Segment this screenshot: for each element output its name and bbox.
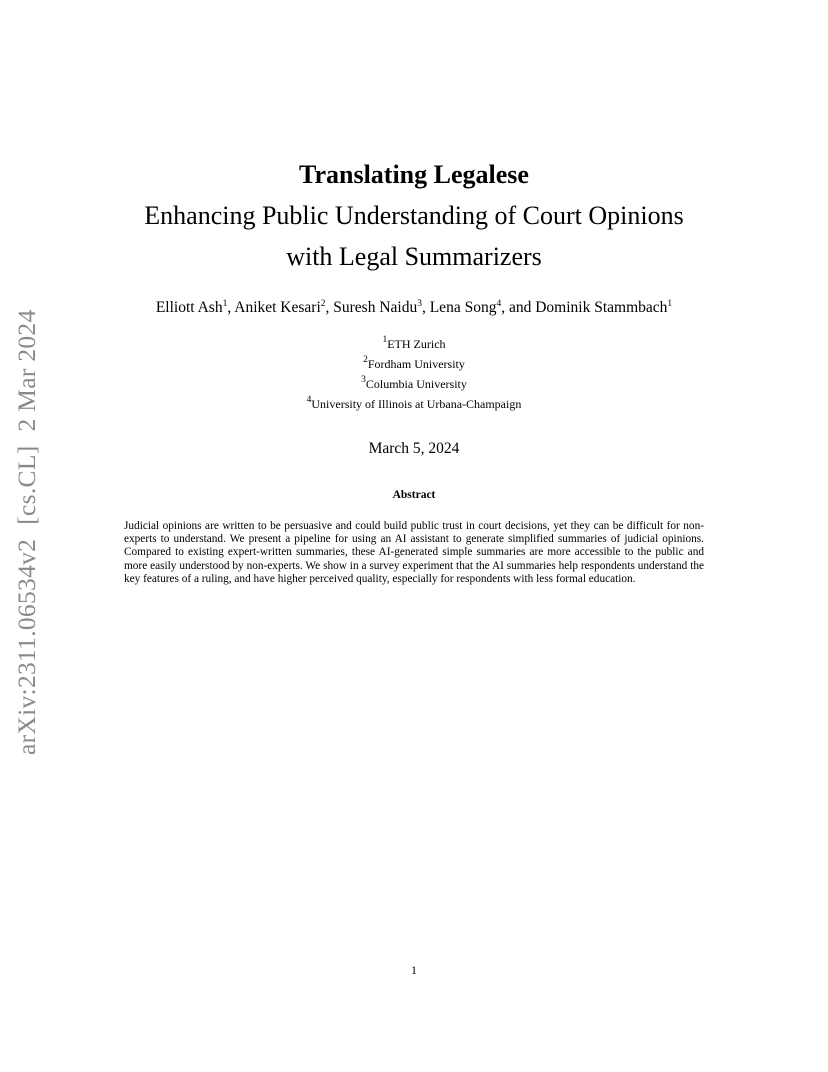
affiliation-mark: 1 — [667, 299, 673, 309]
page-number: 1 — [411, 963, 417, 977]
affiliation-item — [0, 336, 828, 352]
paper-date: March 5, 2024 — [368, 440, 460, 457]
affiliation-mark: 2 — [320, 299, 326, 309]
affiliation-item — [0, 396, 828, 412]
author-separator: , — [325, 299, 334, 316]
affiliation-mark: 2 — [363, 355, 368, 365]
paper-subtitle-line-2: with Legal Summarizers — [286, 242, 542, 271]
author-name: Lena Song — [429, 299, 497, 316]
affiliation-item — [0, 376, 828, 392]
author-name: Dominik Stammbach — [535, 299, 668, 316]
author-separator: , — [421, 299, 430, 316]
arxiv-id: arXiv:2311.06534v2 — [12, 538, 41, 755]
affiliation-mark: 4 — [306, 395, 312, 405]
affiliation-name: Columbia University — [365, 377, 467, 391]
arxiv-date: 2 Mar 2024 — [12, 309, 41, 432]
author-name: Aniket Kesari — [234, 299, 321, 316]
abstract-heading: Abstract — [392, 489, 436, 501]
paper-subtitle-line-1: Enhancing Public Understanding of Court Opinions — [144, 201, 684, 230]
author-list — [0, 298, 828, 318]
affiliation-name: ETH Zurich — [387, 337, 446, 351]
affiliation-item — [0, 356, 828, 372]
arxiv-category: [cs.CL] — [12, 445, 41, 525]
author-name: Suresh Naidu — [333, 299, 418, 316]
affiliation-name: Fordham University — [367, 357, 465, 371]
paper-title: Translating Legalese — [299, 160, 529, 189]
author-separator: , — [227, 299, 235, 316]
author-separator: , and — [501, 299, 536, 316]
abstract-body: Judicial opinions are written to be persuasive and could build public trust in court decisions, yet they can be difficult for non-experts to understand. We present a pipeline for using an AI assistant to generate simplified summaries of judicial opinions. Compared to existing expert-written summaries, these AI-generated simple summaries are more accessible to the public and more easily understood by non-experts. We show in a survey experiment that the AI summaries help respondents understand the key features of a ruling, and have higher perceived quality, especially for respondents with less formal education. — [124, 520, 704, 585]
affiliation-mark: 4 — [496, 299, 502, 309]
affiliation-mark: 3 — [361, 375, 366, 385]
affiliation-mark: 1 — [382, 335, 388, 345]
author-name: Elliott Ash — [155, 299, 223, 316]
affiliation-mark: 1 — [222, 299, 228, 309]
affiliation-name: University of Illinois at Urbana-Champaign — [311, 397, 522, 411]
affiliation-mark: 3 — [417, 299, 422, 309]
